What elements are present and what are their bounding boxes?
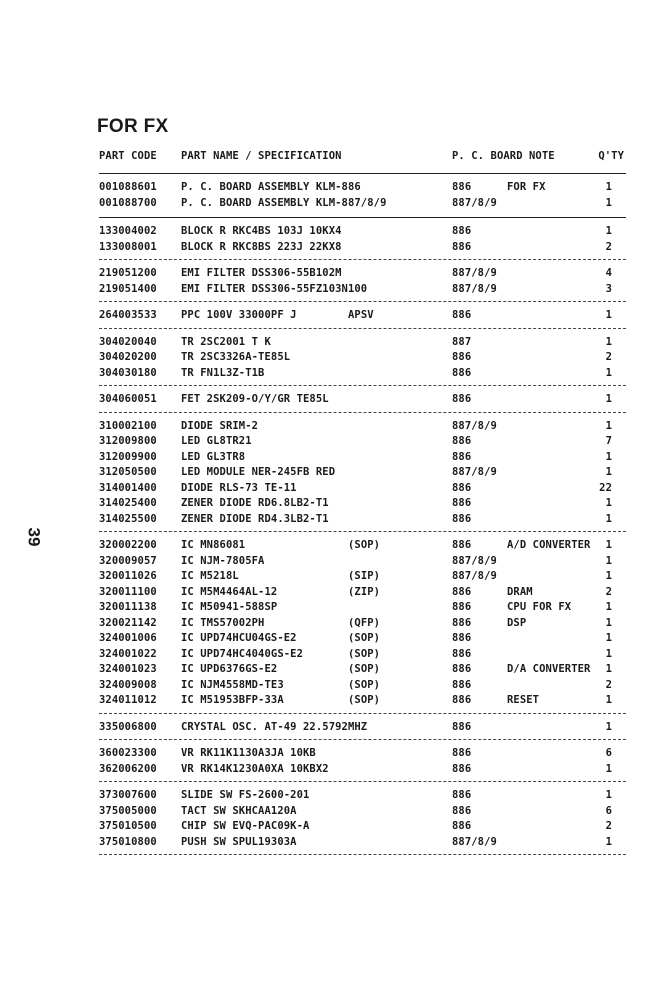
package-cell: (SOP) xyxy=(348,632,381,644)
quantity-cell: 1 xyxy=(605,393,612,405)
part-code-cell: 312009800 xyxy=(99,435,157,447)
pc-board-cell: 886 xyxy=(452,181,472,193)
part-code-cell: 133004002 xyxy=(99,225,157,237)
part-code-cell: 304020200 xyxy=(99,351,157,363)
part-code-cell: 324011012 xyxy=(99,694,157,706)
parts-group xyxy=(99,420,626,529)
part-name-cell: CHIP SW EVQ-PAC09K-A xyxy=(181,820,310,832)
group-separator xyxy=(99,713,626,714)
part-code-cell: 373007600 xyxy=(99,789,157,801)
quantity-cell: 1 xyxy=(605,539,612,551)
part-code-cell: 219051400 xyxy=(99,282,157,295)
part-name-cell: IC M50941-588SP xyxy=(181,601,278,613)
table-row xyxy=(99,351,626,367)
pc-board-cell: 886 xyxy=(452,435,472,447)
part-name-cell: DIODE RLS-73 TE-11 xyxy=(181,481,297,494)
quantity-cell: 1 xyxy=(605,694,612,706)
part-code-cell: 310002100 xyxy=(99,419,157,432)
pc-board-cell: 886 xyxy=(452,351,472,363)
quantity-cell: 1 xyxy=(605,181,612,193)
quantity-cell: 7 xyxy=(605,435,612,447)
pc-board-cell: 886 xyxy=(452,804,472,817)
pc-board-cell: 886 xyxy=(452,497,472,509)
note-cell: RESET xyxy=(507,694,540,706)
part-code-cell: 312009900 xyxy=(99,450,157,463)
table-row xyxy=(99,679,626,695)
part-code-cell: 375005000 xyxy=(99,804,157,817)
part-name-cell: LED GL3TR8 xyxy=(181,450,246,463)
table-row xyxy=(99,513,626,529)
note-cell: A/D CONVERTER xyxy=(507,539,591,551)
quantity-cell: 2 xyxy=(605,820,612,832)
parts-group xyxy=(99,747,626,778)
quantity-cell: 6 xyxy=(605,804,612,817)
package-cell: (QFP) xyxy=(348,616,381,629)
table-row xyxy=(99,267,626,283)
header-part-name: PART NAME / SPECIFICATION xyxy=(181,150,342,162)
group-separator xyxy=(99,385,626,386)
table-row xyxy=(99,747,626,763)
pc-board-cell: 887/8/9 xyxy=(452,282,497,295)
part-name-cell: PUSH SW SPUL19303A xyxy=(181,835,297,848)
part-code-cell: 324001023 xyxy=(99,663,157,675)
table-row xyxy=(99,393,626,409)
pc-board-cell: 886 xyxy=(452,512,472,525)
part-code-cell: 324009008 xyxy=(99,678,157,691)
part-code-cell: 133008001 xyxy=(99,240,157,253)
package-cell: (ZIP) xyxy=(348,585,381,598)
quantity-cell: 3 xyxy=(605,282,612,295)
part-name-cell: BLOCK R RKC4BS 103J 10KX4 xyxy=(181,225,342,237)
pc-board-cell: 886 xyxy=(452,762,472,775)
quantity-cell: 1 xyxy=(605,762,612,775)
pc-board-cell: 886 xyxy=(452,678,472,691)
part-name-cell: TACT SW SKHCAA120A xyxy=(181,804,297,817)
quantity-cell: 22 xyxy=(599,481,612,494)
parts-group xyxy=(99,181,626,212)
table-row xyxy=(99,694,626,710)
table-row xyxy=(99,482,626,498)
part-name-cell: ZENER DIODE RD6.8LB2-T1 xyxy=(181,497,329,509)
part-code-cell: 304060051 xyxy=(99,393,157,405)
parts-group xyxy=(99,336,626,383)
quantity-cell: 1 xyxy=(605,601,612,613)
note-cell: D/A CONVERTER xyxy=(507,663,591,675)
quantity-cell: 1 xyxy=(605,196,612,209)
table-row xyxy=(99,836,626,852)
part-name-cell: VR RK11K1130A3JA 10KB xyxy=(181,747,316,759)
package-cell: (SOP) xyxy=(348,678,381,691)
pc-board-cell: 886 xyxy=(452,240,472,253)
quantity-cell: 1 xyxy=(605,554,612,567)
parts-groups xyxy=(99,173,626,855)
part-code-cell: 314001400 xyxy=(99,481,157,494)
part-code-cell: 320011138 xyxy=(99,601,157,613)
quantity-cell: 1 xyxy=(605,570,612,582)
part-code-cell: 001088601 xyxy=(99,181,157,193)
table-row xyxy=(99,601,626,617)
quantity-cell: 1 xyxy=(605,663,612,675)
part-code-cell: 324001022 xyxy=(99,647,157,660)
quantity-cell: 2 xyxy=(605,678,612,691)
part-code-cell: 375010500 xyxy=(99,820,157,832)
table-row xyxy=(99,555,626,571)
pc-board-cell: 886 xyxy=(452,481,472,494)
quantity-cell: 1 xyxy=(605,835,612,848)
pc-board-cell: 886 xyxy=(452,789,472,801)
part-name-cell: IC M5M4464AL-12 xyxy=(181,585,278,598)
part-code-cell: 320011100 xyxy=(99,585,157,598)
quantity-cell: 2 xyxy=(605,351,612,363)
pc-board-cell: 886 xyxy=(452,225,472,237)
part-name-cell: FET 2SK209-O/Y/GR TE85L xyxy=(181,393,329,405)
pc-board-cell: 886 xyxy=(452,366,472,379)
parts-group xyxy=(99,721,626,737)
parts-group xyxy=(99,309,626,325)
table-row xyxy=(99,570,626,586)
group-separator xyxy=(99,328,626,329)
part-name-cell: IC TMS57002PH xyxy=(181,616,265,629)
pc-board-cell: 886 xyxy=(452,720,472,733)
part-name-cell: SLIDE SW FS-2600-201 xyxy=(181,789,310,801)
parts-group xyxy=(99,225,626,256)
pc-board-cell: 887/8/9 xyxy=(452,554,497,567)
quantity-cell: 1 xyxy=(605,450,612,463)
table-row xyxy=(99,197,626,213)
part-code-cell: 001088700 xyxy=(99,196,157,209)
table-row xyxy=(99,617,626,633)
table-row xyxy=(99,283,626,299)
quantity-cell: 1 xyxy=(605,309,612,321)
pc-board-cell: 886 xyxy=(452,539,472,551)
pc-board-cell: 886 xyxy=(452,747,472,759)
part-name-cell: EMI FILTER DSS306-55FZ103N100 xyxy=(181,282,368,295)
pc-board-cell: 886 xyxy=(452,663,472,675)
part-name-cell: BLOCK R RKC8BS 223J 22KX8 xyxy=(181,240,342,253)
pc-board-cell: 887/8/9 xyxy=(452,570,497,582)
table-end-separator xyxy=(99,854,626,855)
group-separator xyxy=(99,412,626,413)
table-row xyxy=(99,721,626,737)
page-title: FOR FX xyxy=(97,116,169,137)
package-cell: (SOP) xyxy=(348,694,381,706)
pc-board-cell: 886 xyxy=(452,820,472,832)
table-row xyxy=(99,820,626,836)
pc-board-cell: 886 xyxy=(452,393,472,405)
header-pc-board: P. C. BOARD xyxy=(452,150,523,162)
part-code-cell: 335006800 xyxy=(99,720,157,733)
quantity-cell: 2 xyxy=(605,585,612,598)
part-code-cell: 314025500 xyxy=(99,512,157,525)
pc-board-cell: 886 xyxy=(452,616,472,629)
part-code-cell: 219051200 xyxy=(99,267,157,279)
header-part-code: PART CODE xyxy=(99,150,157,162)
quantity-cell: 1 xyxy=(605,497,612,509)
part-name-cell: IC M5218L xyxy=(181,570,239,582)
part-code-cell: 375010800 xyxy=(99,835,157,848)
part-name-cell: IC UPD6376GS-E2 xyxy=(181,663,278,675)
pc-board-cell: 887/8/9 xyxy=(452,466,497,478)
package-cell: (SOP) xyxy=(348,647,381,660)
pc-board-cell: 886 xyxy=(452,601,472,613)
table-row xyxy=(99,225,626,241)
table-row xyxy=(99,805,626,821)
table-row xyxy=(99,181,626,197)
quantity-cell: 1 xyxy=(605,720,612,733)
group-separator xyxy=(99,173,626,174)
part-name-cell: TR 2SC3326A-TE85L xyxy=(181,351,291,363)
parts-group xyxy=(99,393,626,409)
table-row xyxy=(99,763,626,779)
quantity-cell: 6 xyxy=(605,747,612,759)
note-cell: FOR FX xyxy=(507,181,546,193)
table-row xyxy=(99,451,626,467)
table-row xyxy=(99,309,626,325)
part-name-cell: IC MN86081 xyxy=(181,539,246,551)
quantity-cell: 1 xyxy=(605,632,612,644)
part-code-cell: 304020040 xyxy=(99,335,157,348)
header-note: NOTE xyxy=(529,150,555,162)
quantity-cell: 1 xyxy=(605,512,612,525)
group-separator xyxy=(99,217,626,218)
part-code-cell: 312050500 xyxy=(99,466,157,478)
group-separator xyxy=(99,301,626,302)
parts-group xyxy=(99,539,626,710)
part-code-cell: 362006200 xyxy=(99,762,157,775)
pc-board-cell: 887 xyxy=(452,335,472,348)
page-number: 39 xyxy=(24,527,44,547)
package-cell: (SOP) xyxy=(348,539,381,551)
table-row xyxy=(99,435,626,451)
note-cell: CPU FOR FX xyxy=(507,601,572,613)
header-qty: Q'TY xyxy=(598,150,624,162)
pc-board-cell: 886 xyxy=(452,694,472,706)
package-cell: (SOP) xyxy=(348,663,381,675)
part-code-cell: 324001006 xyxy=(99,632,157,644)
quantity-cell: 1 xyxy=(605,466,612,478)
table-row xyxy=(99,497,626,513)
package-cell: (SIP) xyxy=(348,570,381,582)
pc-board-cell: 887/8/9 xyxy=(452,419,497,432)
part-code-cell: 320021142 xyxy=(99,616,157,629)
part-name-cell: EMI FILTER DSS306-55B102M xyxy=(181,267,342,279)
part-code-cell: 314025400 xyxy=(99,497,157,509)
part-name-cell: P. C. BOARD ASSEMBLY KLM-886 xyxy=(181,181,361,193)
pc-board-cell: 886 xyxy=(452,585,472,598)
part-code-cell: 360023300 xyxy=(99,747,157,759)
part-name-cell: TR FN1L3Z-T1B xyxy=(181,366,265,379)
table-row xyxy=(99,336,626,352)
parts-group xyxy=(99,789,626,851)
pc-board-cell: 887/8/9 xyxy=(452,835,497,848)
parts-group xyxy=(99,267,626,298)
table-row xyxy=(99,466,626,482)
part-name-cell: ZENER DIODE RD4.3LB2-T1 xyxy=(181,512,329,525)
table-row xyxy=(99,789,626,805)
part-name-cell: DIODE SRIM-2 xyxy=(181,419,259,432)
table-row xyxy=(99,367,626,383)
table-row xyxy=(99,420,626,436)
table-header xyxy=(99,150,626,168)
quantity-cell: 4 xyxy=(605,267,612,279)
table-row xyxy=(99,632,626,648)
part-name-cell: LED MODULE NER-245FB RED xyxy=(181,466,336,478)
quantity-cell: 1 xyxy=(605,616,612,629)
quantity-cell: 2 xyxy=(605,240,612,253)
parts-table xyxy=(99,150,626,862)
pc-board-cell: 886 xyxy=(452,647,472,660)
part-name-cell: TR 2SC2001 T K xyxy=(181,335,271,348)
part-name-cell: IC NJM4558MD-TE3 xyxy=(181,678,284,691)
part-code-cell: 320009057 xyxy=(99,554,157,567)
part-name-cell: IC UPD74HCU04GS-E2 xyxy=(181,632,297,644)
group-separator xyxy=(99,531,626,532)
part-name-cell: VR RK14K1230A0XA 10KBX2 xyxy=(181,762,329,775)
pc-board-cell: 887/8/9 xyxy=(452,196,497,209)
pc-board-cell: 887/8/9 xyxy=(452,267,497,279)
quantity-cell: 1 xyxy=(605,419,612,432)
pc-board-cell: 886 xyxy=(452,450,472,463)
part-code-cell: 320002200 xyxy=(99,539,157,551)
group-separator xyxy=(99,781,626,782)
part-code-cell: 320011026 xyxy=(99,570,157,582)
table-row xyxy=(99,241,626,257)
table-row xyxy=(99,648,626,664)
note-cell: DSP xyxy=(507,616,527,629)
quantity-cell: 1 xyxy=(605,647,612,660)
quantity-cell: 1 xyxy=(605,335,612,348)
package-cell: APSV xyxy=(348,309,374,321)
part-name-cell: IC M51953BFP-33A xyxy=(181,694,284,706)
quantity-cell: 1 xyxy=(605,225,612,237)
pc-board-cell: 886 xyxy=(452,309,472,321)
pc-board-cell: 886 xyxy=(452,632,472,644)
part-code-cell: 264003533 xyxy=(99,309,157,321)
quantity-cell: 1 xyxy=(605,366,612,379)
part-name-cell: P. C. BOARD ASSEMBLY KLM-887/8/9 xyxy=(181,196,387,209)
table-row xyxy=(99,539,626,555)
part-name-cell: LED GL8TR21 xyxy=(181,435,252,447)
part-name-cell: IC NJM-7805FA xyxy=(181,554,265,567)
part-code-cell: 304030180 xyxy=(99,366,157,379)
part-name-cell: PPC 100V 33000PF J xyxy=(181,309,297,321)
table-row xyxy=(99,663,626,679)
part-name-cell: IC UPD74HC4040GS-E2 xyxy=(181,647,304,660)
quantity-cell: 1 xyxy=(605,789,612,801)
part-name-cell: CRYSTAL OSC. AT-49 22.5792MHZ xyxy=(181,720,368,733)
group-separator xyxy=(99,259,626,260)
group-separator xyxy=(99,739,626,740)
table-row xyxy=(99,586,626,602)
note-cell: DRAM xyxy=(507,585,533,598)
